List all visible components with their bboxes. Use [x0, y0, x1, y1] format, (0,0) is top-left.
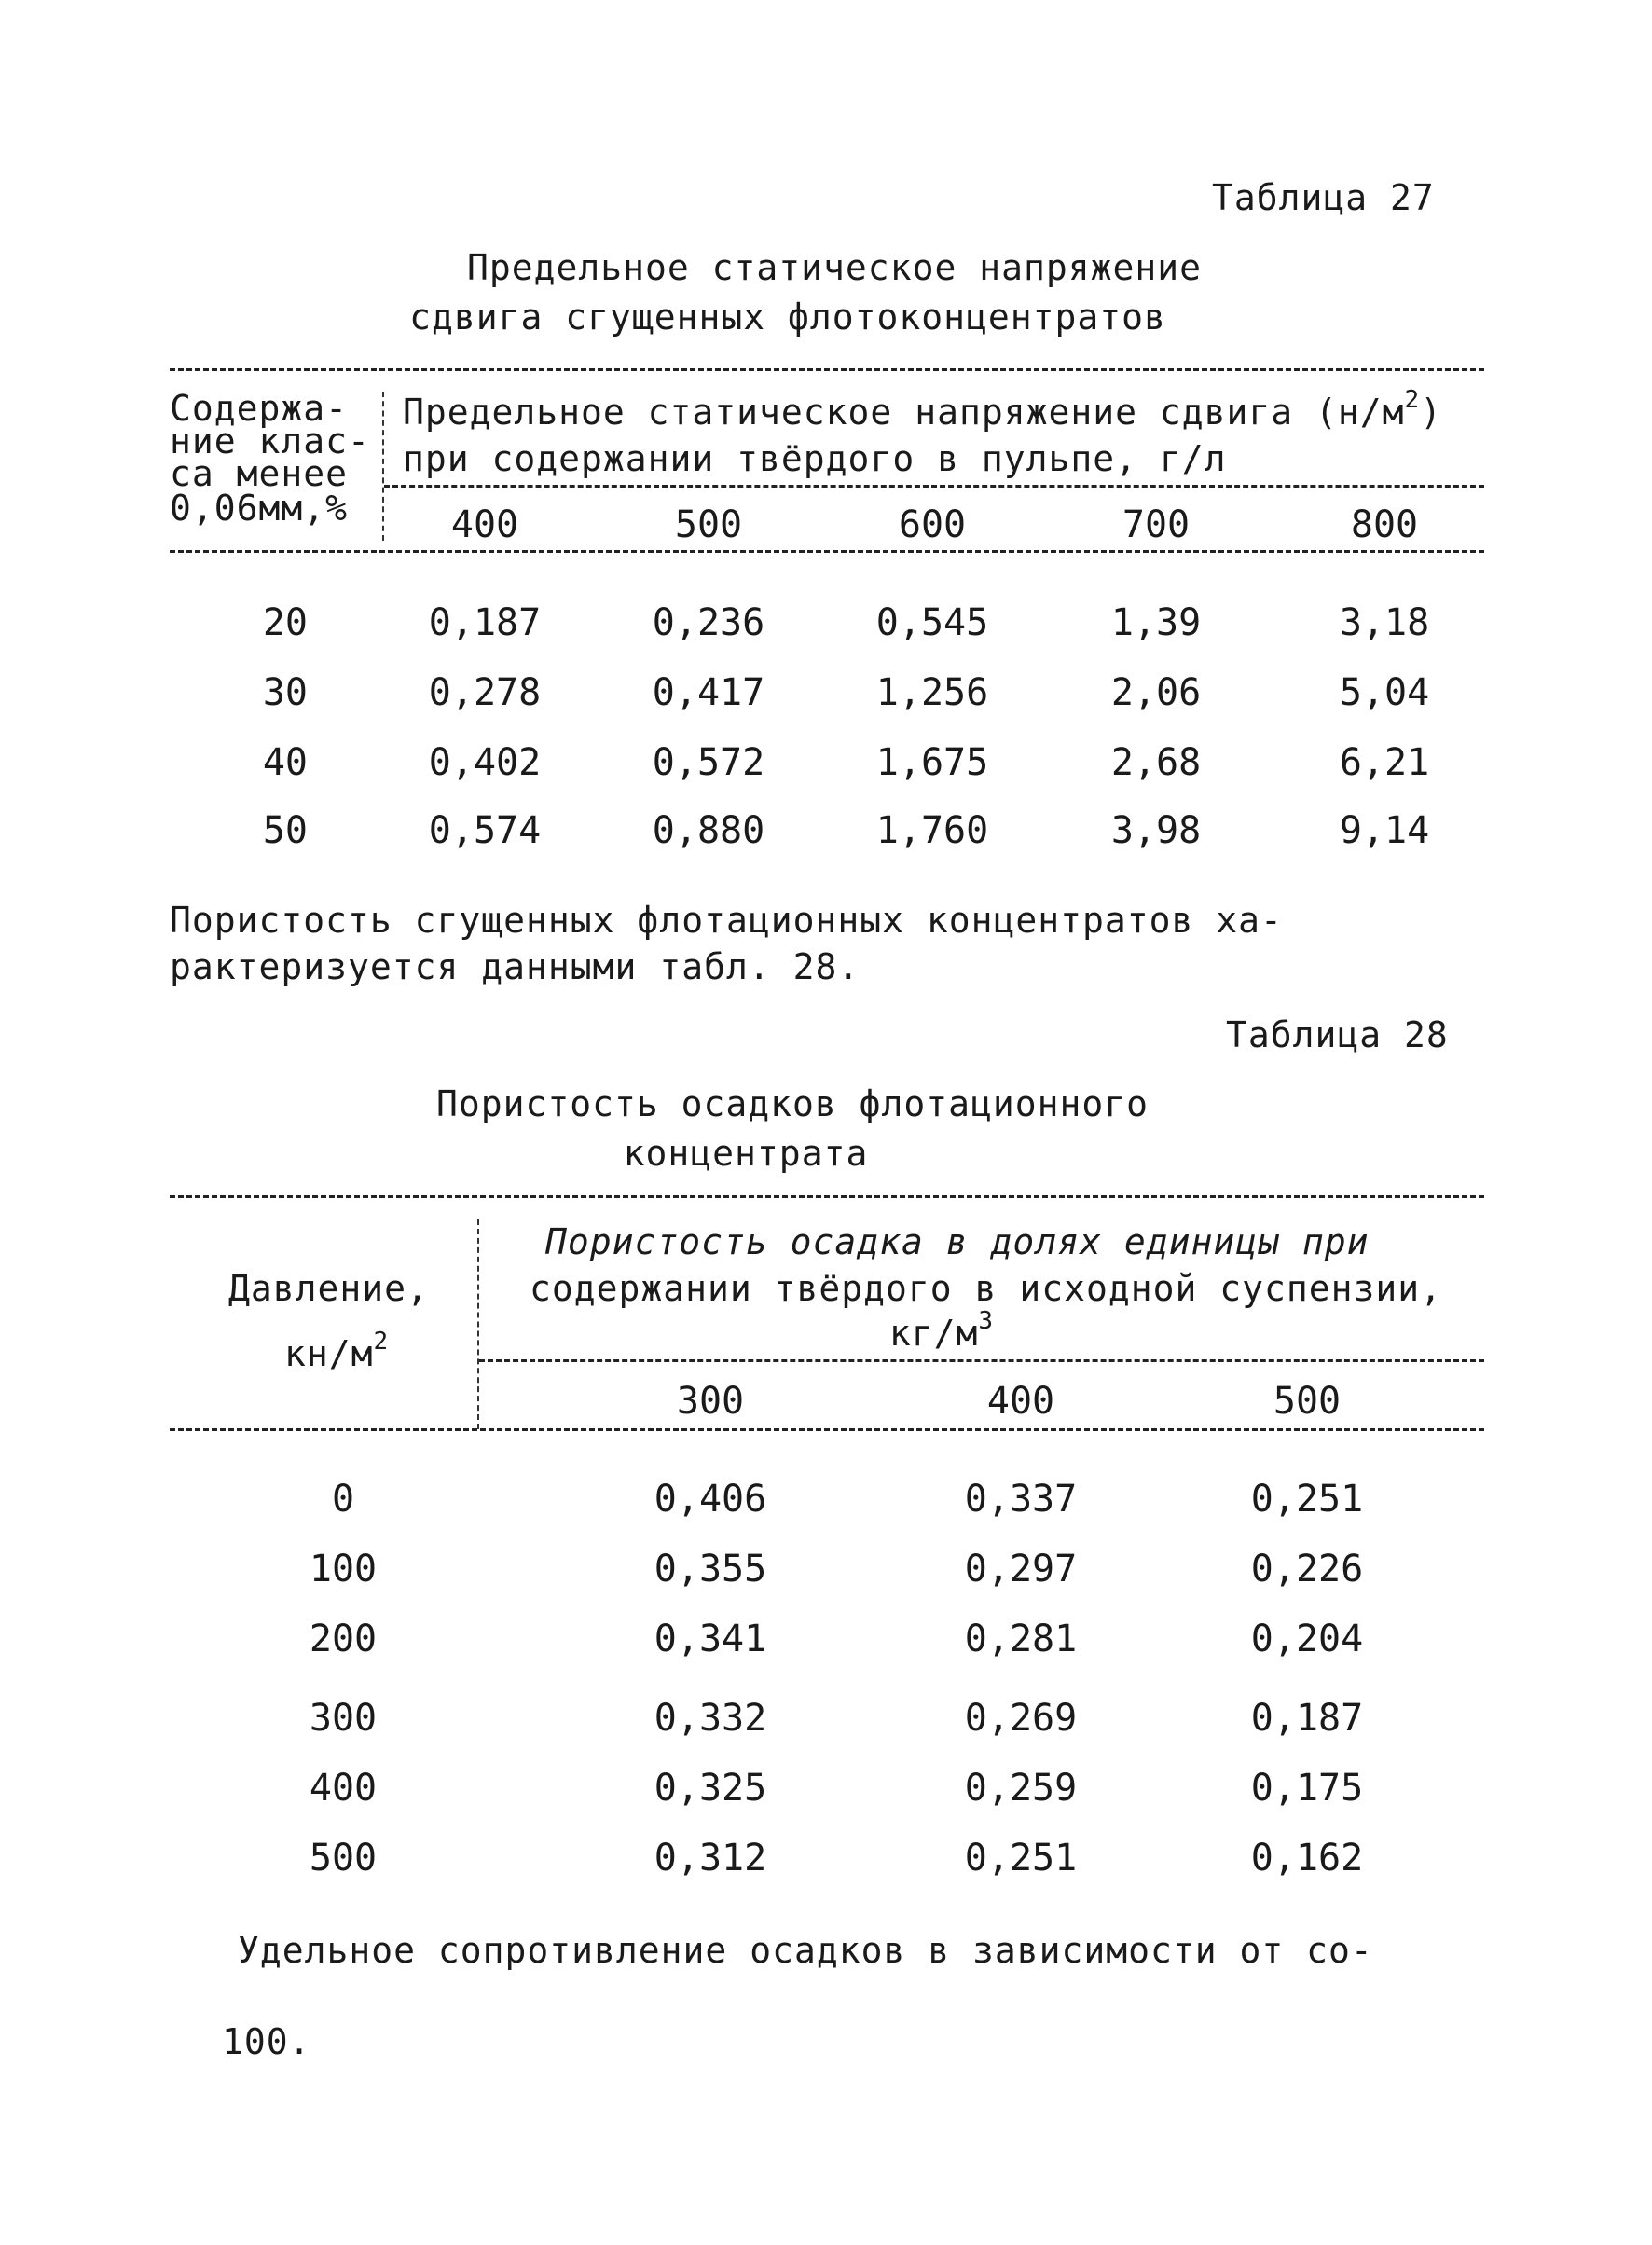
table27-cell: 3,98: [1110, 809, 1202, 852]
table28-cell: 0,312: [654, 1837, 767, 1880]
table27-row-header-line: ние клас-: [170, 420, 370, 461]
table28-header-bottom-rule: [170, 1428, 1484, 1431]
table27-header-divider: [382, 392, 384, 541]
table28-column-group-line3: $кг/м^3$: [888, 1307, 995, 1354]
table28-cell: 0,226: [1250, 1548, 1364, 1591]
table28-cell: 0,204: [1250, 1618, 1364, 1660]
table27-cell: 0,574: [428, 809, 542, 852]
table27-row-header-line: Содержа-: [170, 388, 349, 429]
table28-column-header: 500: [1273, 1380, 1342, 1423]
table27-column-header: 800: [1350, 503, 1419, 546]
table28-row-key: 400: [309, 1767, 378, 1810]
table27-cell: 1,256: [875, 671, 989, 714]
table27-cell: 6,21: [1339, 741, 1430, 784]
table27-label: Таблица 27: [1212, 177, 1435, 218]
table27-cell: 0,278: [428, 671, 542, 714]
table28-cell: 0,281: [964, 1618, 1078, 1660]
table27-cell: 1,675: [875, 741, 989, 784]
paragraph-line: рактеризуется данными табл. 28.: [170, 946, 860, 987]
table28-cell: 0,337: [964, 1478, 1078, 1521]
table28-cell: 0,162: [1250, 1837, 1364, 1880]
table28-cell: 0,325: [654, 1767, 767, 1810]
table28-cell: 0,406: [654, 1478, 767, 1521]
table28-column-group-line2: содержании твёрдого в исходной суспензии,: [530, 1268, 1442, 1309]
table27-row-key: 30: [262, 671, 308, 714]
table27-cell: 1,39: [1110, 601, 1202, 644]
table28-label: Таблица 28: [1226, 1014, 1449, 1055]
table28-cell: 0,251: [1250, 1478, 1364, 1521]
table27-header-bottom-rule: [170, 550, 1484, 553]
table27-cell: 5,04: [1339, 671, 1430, 714]
table27-cell: 0,880: [652, 809, 765, 852]
table27-row-key: 50: [262, 809, 308, 852]
table27-cell: 0,545: [875, 601, 989, 644]
table27-row-header-line: са менее: [170, 453, 349, 494]
table27-cell: 1,760: [875, 809, 989, 852]
table28-cell: 0,259: [964, 1767, 1078, 1810]
table28-row-key: 200: [309, 1618, 378, 1660]
table28-cell: 0,341: [654, 1618, 767, 1660]
table27-title-line1: Предельное статическое напряжение: [467, 247, 1202, 288]
table27-top-rule: [170, 368, 1484, 371]
table27-subheader-rule: [384, 485, 1484, 488]
table27-title-line2: сдвига сгущенных флотоконцентратов: [409, 296, 1166, 337]
table27-column-header: 700: [1122, 503, 1191, 546]
table28-cell: 0,187: [1250, 1697, 1364, 1740]
table27-cell: 0,187: [428, 601, 542, 644]
table27-column-group-line2: при содержании твёрдого в пульпе, г/л: [403, 438, 1227, 479]
paragraph-line: Удельное сопротивление осадков в зависимости от со-: [238, 1930, 1373, 1971]
table28-column-header: 400: [986, 1380, 1055, 1423]
table27-cell: 0,402: [428, 741, 542, 784]
table28-title-line2: концентрата: [623, 1133, 869, 1174]
table28-column-group-line1: Пористость осадка в долях единицы при: [545, 1221, 1370, 1262]
table27-column-header: 600: [898, 503, 967, 546]
table28-row-key: 0: [331, 1478, 355, 1521]
table28-cell: 0,175: [1250, 1767, 1364, 1810]
table28-header-divider: [477, 1219, 479, 1429]
table27-column-group-line1: Предельное статическое напряжение сдвига $(н/м^2)$: [403, 386, 1443, 433]
table27-column-header: 500: [674, 503, 743, 546]
table27-cell: 3,18: [1339, 601, 1430, 644]
table28-cell: 0,332: [654, 1697, 767, 1740]
table27-row-key: 40: [262, 741, 308, 784]
table27-cell: 2,06: [1110, 671, 1202, 714]
paragraph-line: Пористость сгущенных флотационных концентратов ха-: [170, 900, 1283, 941]
table28-top-rule: [170, 1195, 1484, 1198]
table27-cell: 0,572: [652, 741, 765, 784]
table28-row-key: 100: [309, 1548, 378, 1591]
table27-row-key: 20: [262, 601, 308, 644]
table28-cell: 0,251: [964, 1837, 1078, 1880]
table28-row-key: 500: [309, 1837, 378, 1880]
table27-row-header-line: 0,06мм,%: [170, 488, 349, 529]
table27-cell: 0,417: [652, 671, 765, 714]
table27-cell: 2,68: [1110, 741, 1202, 784]
table28-row-header-line2: $кн/м^2$: [284, 1328, 390, 1374]
table28-cell: 0,297: [964, 1548, 1078, 1591]
table28-title-line1: Пористость осадков флотационного: [435, 1083, 1150, 1124]
table28-cell: 0,355: [654, 1548, 767, 1591]
table27-cell: 0,236: [652, 601, 765, 644]
table27-column-header: 400: [450, 503, 519, 546]
table28-row-header-line1: Давление,: [228, 1268, 429, 1309]
page-number: 100.: [222, 2021, 311, 2062]
table28-column-header: 300: [676, 1380, 745, 1423]
table28-subheader-rule: [479, 1359, 1484, 1362]
table27-cell: 9,14: [1339, 809, 1430, 852]
table28-row-key: 300: [309, 1697, 378, 1740]
table28-cell: 0,269: [964, 1697, 1078, 1740]
